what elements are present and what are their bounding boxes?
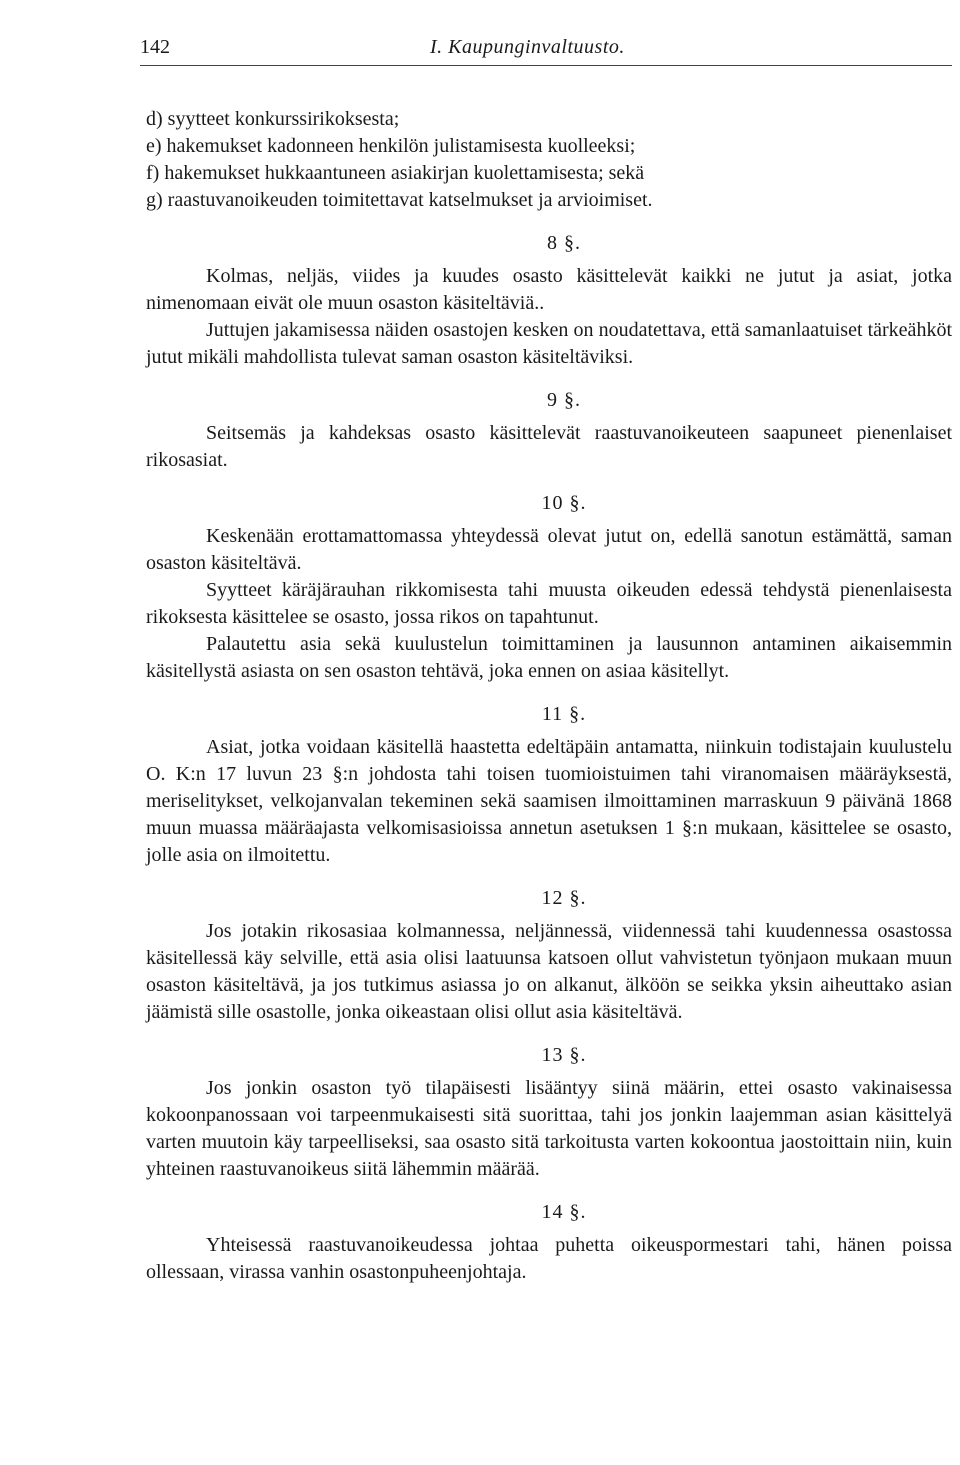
list-item: e) hakemukset kadonneen henkilön julistamisesta kuolleeksi; [146,135,636,157]
page-number: 142 [140,36,170,58]
section-9 [146,387,952,474]
list-item: g) raastuvanoikeuden toimitettavat katselmukset ja arvioimiset. [146,189,653,211]
list-item: d) syytteet konkurssirikoksesta; [146,108,400,130]
paragraph: Palautettu asia sekä kuulustelun toimittaminen ja lausunnon antaminen aikaisemmin käsitellystä asiasta on sen osaston tehtävä, joka ennen on asiaa käsitellyt. [146,633,952,682]
section-heading: 10 §. [541,492,587,514]
paragraph: Jos jonkin osaston työ tilapäisesti lisääntyy siinä määrin, ettei osasto vakinaisessa kokoonpanossaan voi tarpeenmukaisesti sitä suorittaa, tahi jos jonkin laajemman asian käsittelyä varten muutoin käy tarpeelliseksi, saa osasto sitä tarkoitusta varten kokoontua jaostoittain niin, kuin yhteinen raastuvanoikeus siitä lähemmin määrää. [146,1077,952,1180]
list-item: f) hakemukset hukkaantuneen asiakirjan kuolettamisesta; sekä [146,162,645,184]
section-heading: 8 §. [547,232,581,254]
section-heading: 11 §. [541,703,587,725]
section-heading: 14 §. [541,1201,587,1223]
section-heading: 9 §. [547,389,581,411]
page-header [140,34,952,68]
paragraph: Kolmas, neljäs, viides ja kuudes osasto käsittelevät kaikki ne jutut ja asiat, jotka nimenomaan eivät ole muun osaston käsiteltäviä.. [146,265,952,314]
section-13 [146,1042,952,1183]
paragraph: Seitsemäs ja kahdeksas osasto käsittelevät raastuvanoikeuteen saapuneet pienenlaiset rikosasiat. [146,422,952,471]
running-title: I. Kaupunginvaltuusto. [430,36,625,58]
paragraph: Keskenään erottamattomassa yhteydessä olevat jutut on, edellä sanotun estämättä, saman osaston käsiteltävä. [146,525,952,574]
paragraph: Syytteet käräjärauhan rikkomisesta tahi muusta oikeuden edessä tehdystä pienenlaisesta rikoksesta käsittelee se osasto, jossa rikos on tapahtunut. [146,579,952,628]
section-heading: 13 §. [541,1044,587,1066]
section-11 [146,701,952,869]
paragraph: Juttujen jakamisessa näiden osastojen kesken on noudatettava, että samanlaatuiset tärkeähköt jutut mikäli mahdollista tulevat saman osaston käsiteltäviksi. [146,319,952,368]
section-8 [146,230,952,371]
section-heading: 12 §. [541,887,587,909]
paragraph: Yhteisessä raastuvanoikeudessa johtaa puhetta oikeuspormestari tahi, hänen poissa ollessaan, virassa vanhin osastonpuheenjohtaja. [146,1234,952,1283]
header-rule [140,65,952,66]
section-12 [146,885,952,1026]
section-14 [146,1199,952,1286]
paragraph: Jos jotakin rikosasiaa kolmannessa, neljännessä, viidennessä tahi kuudennessa osastossa käsitellessä käy selville, että asia olisi laatuunsa katsoen ollut vahvistetun työnjaon mukaan muun osaston käsiteltävä, ja jos tutkimus asiassa jo on alkanut, älköön se seikka yksin aiheuttako asian jäämistä sille osastolle, jonka oikeastaan olisi ollut asia käsiteltävä. [146,920,952,1023]
section-10 [146,490,952,685]
item-list [146,106,952,214]
paragraph: Asiat, jotka voidaan käsitellä haastetta edeltäpäin antamatta, niinkuin todistajain kuulustelu O. K:n 17 luvun 23 §:n johdosta tahi toisen tuomioistuimen tahi viranomaisen määräyksestä, meriselitykset, velkojanvalan tekeminen sekä saamisen ilmoittaminen marraskuun 9 päivänä 1868 muun muassa määräajasta velkomisasioissa annetun asetuksen 1 §:n mukaan, käsittelee se osasto, jolle asia on ilmoitettu. [146,736,952,866]
